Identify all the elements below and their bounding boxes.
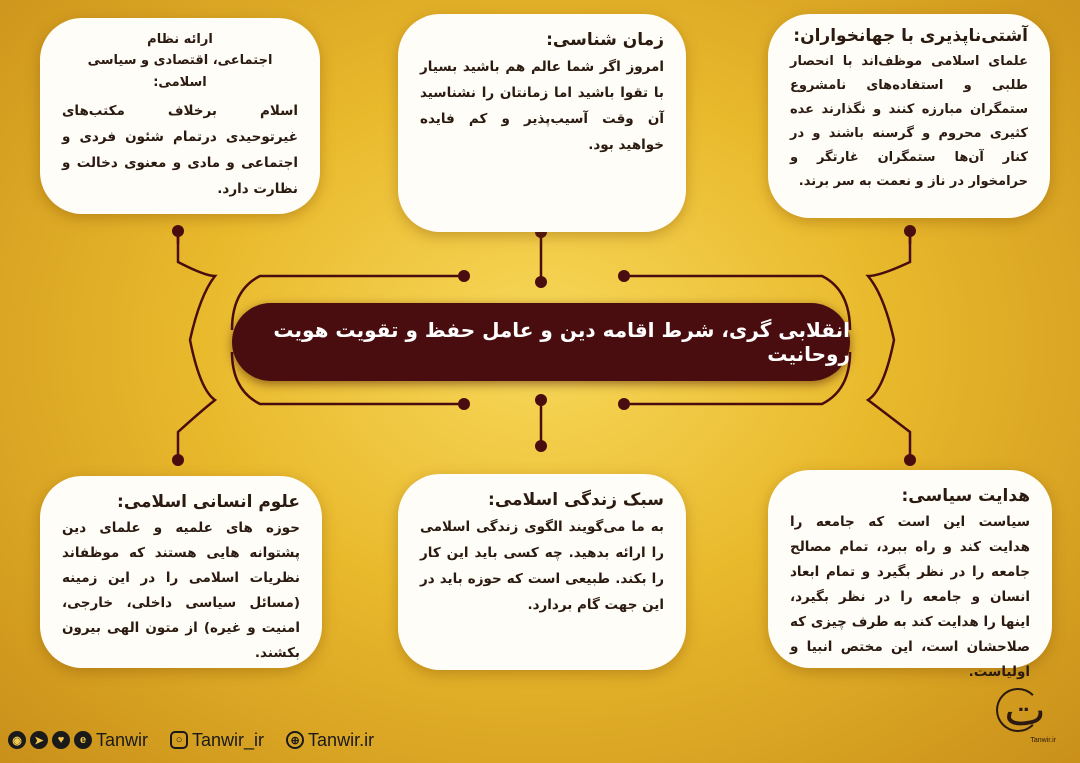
card-top-left-title-line1: ارائه نظام [147,32,213,47]
aparat-icon: ◉ [8,731,26,749]
footer-social-group[interactable] [8,730,148,751]
footer-website[interactable] [286,730,374,751]
card-top-left-title-line2: اجتماعی، اقتصادی و سیاسی اسلامی: [87,53,273,90]
globe-icon: ⊕ [286,731,304,749]
card-bottom-left-title: علوم انسانی اسلامی: [117,492,300,512]
card-top-left-body: اسلام برخلاف مکتب‌های غیرتوحیدی درتمام شئون فردی و اجتماعی و مادی و معنوی دخالت و نظارت دارد. [62,103,298,197]
instagram-icon: ○ [170,731,188,749]
connector-dot [535,394,547,406]
connector-dot [172,454,184,466]
tanwir-logo [990,680,1060,744]
footer-social-bar [8,727,374,753]
heart-icon: ♥ [52,731,70,749]
logo-ring [996,688,1040,732]
connector-dot [458,270,470,282]
connector-dot [172,225,184,237]
card-top-left [40,18,320,214]
card-bottom-right-title: هدایت سیاسی: [901,486,1030,506]
footer-social-handle: Tanwir [96,729,149,750]
card-top-right [768,14,1050,218]
connector-dot [904,225,916,237]
card-bottom-left-body: حوزه های علمیه و علمای دین پشتوانه هایی هستند که موظفاند نظریات اسلامی را در این زمینه (مسائل سیاسی داخلی، خارجی، امنیت و غیره) از متون الهی بیرون بکشند. [62,520,300,661]
card-bottom-center-body: به ما می‌گویند الگوی زندگی اسلامی را ارائه بدهید. چه کسی باید این کار را بکند. طبیعی است که حوزه باید در این جهت گام بردارد. [420,519,664,613]
connector-dot [618,398,630,410]
card-top-center-title: زمان شناسی: [546,30,664,50]
connector-dot [535,440,547,452]
card-bottom-right-body: سیاست این است که جامعه را هدایت کند و راه ببرد، تمام مصالح جامعه را در نظر بگیرد و تمام ابعاد انسان و جامعه را در نظر بگیرد، اینها را هدایت کند به طرف چیزی که صلاحشان است، این مختص انبیا و اولیاست. [790,514,1030,680]
connector-outer-left [178,230,215,460]
footer-instagram[interactable] [170,730,264,751]
card-bottom-right [768,470,1052,680]
footer-instagram-handle: Tanwir_ir [192,729,265,750]
card-top-center-body: امروز اگر شما عالم هم باشید بسیار با تقوا باشید اما زمانتان را نشناسید آن وقت آسیب‌پذیر و کم فایده خواهید بود. [420,59,664,153]
connector-dot [904,454,916,466]
card-top-center [398,14,686,232]
logo-caption: Tanwir.ir [1030,737,1056,744]
card-bottom-left [40,476,322,668]
central-title: انقلابی گری، شرط اقامه دین و عامل حفظ و تقویت هویت روحانیت [273,318,850,366]
card-bottom-center-title: سبک زندگی اسلامی: [488,490,664,510]
card-top-right-body: علمای اسلامی موظف‌اند با انحصار طلبی و استفاده‌های نامشروع ستمگران مبارزه کنند و نگذارند عده کثیری محروم و گرسنه باشند و در کنار آن‌ها ستمگران غارتگر و حرامخوار در ناز و نعمت به سر برند. [790,54,1028,189]
connector-dot [458,398,470,410]
central-title-box [232,303,850,381]
eitaa-icon: e [74,731,92,749]
footer-website-url: Tanwir.ir [308,729,375,750]
connector-outer-right [868,230,910,460]
connector-dot [618,270,630,282]
card-top-right-title: آشتی‌ناپذیری با جهانخواران: [793,26,1028,46]
connector-dot [535,276,547,288]
telegram-icon: ➤ [30,731,48,749]
card-bottom-center [398,474,686,670]
logo-mark: ت [1004,684,1046,736]
